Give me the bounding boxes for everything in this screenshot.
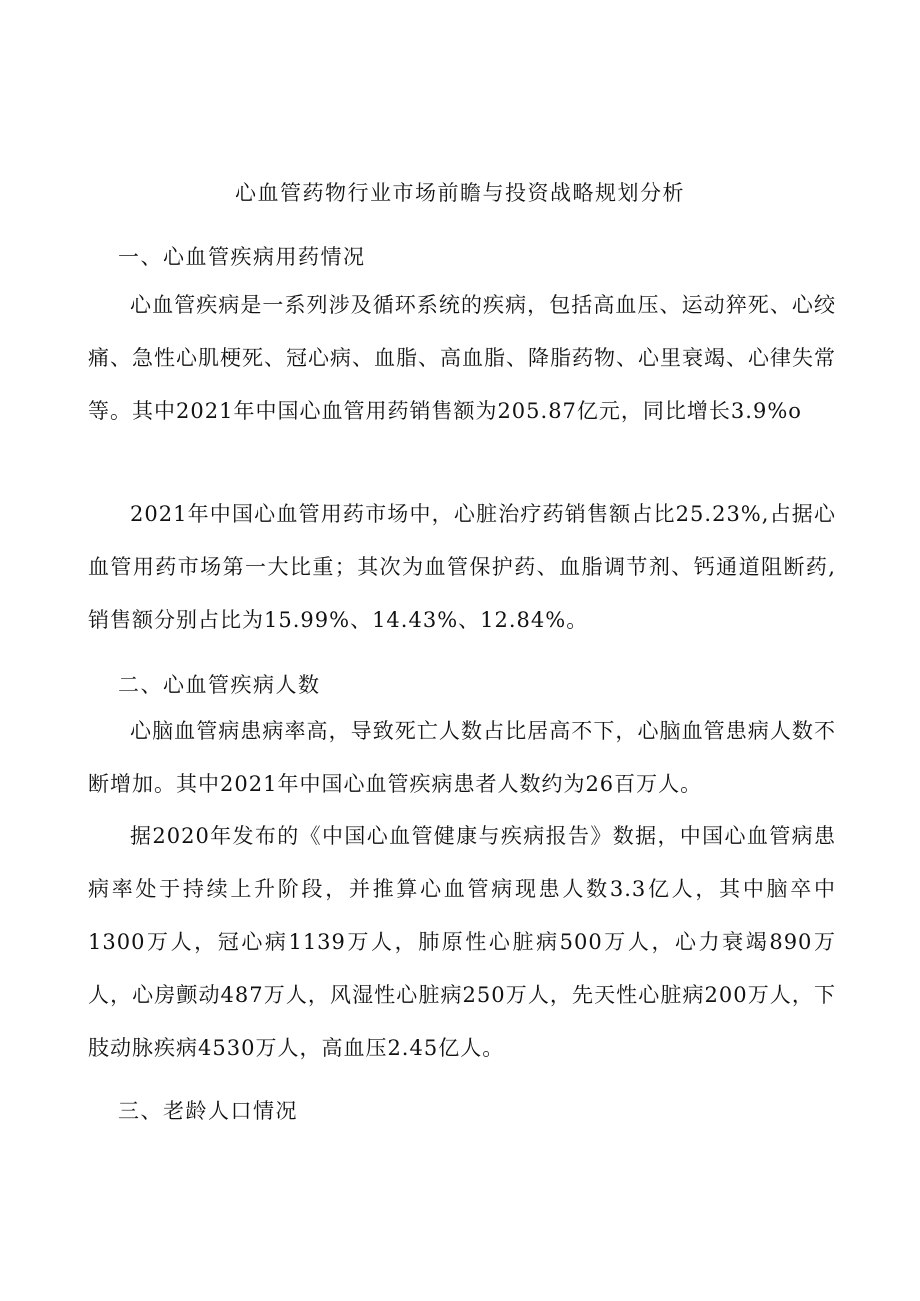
section-2-paragraph-2: 据2020年发布的《中国心血管健康与疾病报告》数据，中国心血管病患病率处于持续上升阶段，并推算心血管病现患人数3.3亿人，其中脑卒中1300万人，冠心病1139万人，肺原性心脏病500万人，心力衰竭890万人，心房颤动487万人，风湿性心脏病250万人，先天性心脏病200万人，下肢动脉疾病4530万人，高血压2.45亿人。 [88, 824, 836, 1060]
section-heading-3: 三、老龄人口情况 [118, 1099, 298, 1123]
section-heading-2: 二、心血管疾病人数 [118, 673, 321, 697]
section-heading-1: 一、心血管疾病用药情况 [118, 245, 366, 269]
section-1-paragraph-2: 2021年中国心血管用药市场中，心脏治疗药销售额占比25.23%,占据心血管用药市场第一大比重；其次为血管保护药、血脂调节剂、钙通道阻断药,销售额分别占比为15.99%、14.43%、12.84%。 [88, 502, 836, 632]
document-title: 心血管药物行业市场前瞻与投资战略规划分析 [235, 181, 685, 205]
section-1-paragraph-1: 心血管疾病是一系列涉及循环系统的疾病，包括高血压、运动猝死、心绞痛、急性心肌梗死、冠心病、血脂、高血脂、降脂药物、心里衰竭、心律失常等。其中2021年中国心血管用药销售额为205.87亿元，同比增长3.9%o [88, 293, 836, 423]
section-2-paragraph-1: 心脑血管病患病率高，导致死亡人数占比居高不下，心脑血管患病人数不断增加。其中2021年中国心血管疾病患者人数约为26百万人。 [88, 719, 836, 796]
